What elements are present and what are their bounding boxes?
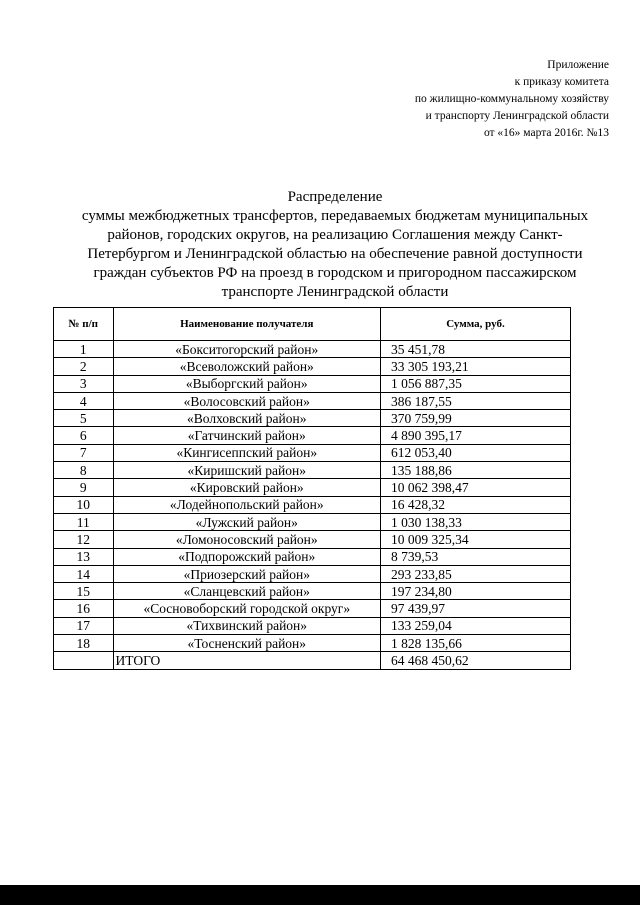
row-number: 16 bbox=[54, 600, 114, 617]
row-number: 17 bbox=[54, 617, 114, 634]
heading-line: Петербургом и Ленинградской областью на обеспечение равной доступности bbox=[87, 246, 583, 262]
transfer-sum: 386 187,55 bbox=[381, 392, 571, 409]
transfer-sum: 135 188,86 bbox=[381, 462, 571, 479]
table-header-row bbox=[54, 308, 571, 341]
recipient-name: «Выборгский район» bbox=[113, 375, 381, 392]
recipient-name: «Волховский район» bbox=[113, 410, 381, 427]
row-number: 2 bbox=[54, 358, 114, 375]
row-number: 11 bbox=[54, 513, 114, 530]
table-row bbox=[54, 444, 571, 461]
recipient-name: «Кингисеппский район» bbox=[113, 444, 381, 461]
row-number: 12 bbox=[54, 531, 114, 548]
row-number: 8 bbox=[54, 462, 114, 479]
appendix-line: по жилищно-коммунальному хозяйству bbox=[414, 93, 609, 105]
document-heading bbox=[70, 188, 600, 302]
row-number: 13 bbox=[54, 548, 114, 565]
heading-line: транспорте Ленинградской области bbox=[221, 284, 449, 300]
table-row bbox=[54, 479, 571, 496]
table-row bbox=[54, 358, 571, 375]
row-number: 14 bbox=[54, 565, 114, 582]
row-number: 3 bbox=[54, 375, 114, 392]
table-row bbox=[54, 600, 571, 617]
heading-line: граждан субъектов РФ на проезд в городском и пригородном пассажирском bbox=[93, 265, 577, 281]
recipient-name: «Сланцевский район» bbox=[113, 583, 381, 600]
row-number: 18 bbox=[54, 635, 114, 652]
table-row bbox=[54, 548, 571, 565]
table-row bbox=[54, 341, 571, 358]
transfer-sum: 16 428,32 bbox=[381, 496, 571, 513]
table-row bbox=[54, 427, 571, 444]
row-number: 10 bbox=[54, 496, 114, 513]
recipient-name: «Лужский район» bbox=[113, 513, 381, 530]
table-row bbox=[54, 375, 571, 392]
row-number: 6 bbox=[54, 427, 114, 444]
recipient-name: «Лодейнопольский район» bbox=[113, 496, 381, 513]
recipient-name: «Кировский район» bbox=[113, 479, 381, 496]
transfer-sum: 33 305 193,21 bbox=[381, 358, 571, 375]
transfer-sum: 8 739,53 bbox=[381, 548, 571, 565]
recipient-name: «Приозерский район» bbox=[113, 565, 381, 582]
row-number: 15 bbox=[54, 583, 114, 600]
recipient-name: «Гатчинский район» bbox=[113, 427, 381, 444]
appendix-line: Приложение bbox=[547, 59, 609, 71]
row-number: 7 bbox=[54, 444, 114, 461]
table-row bbox=[54, 565, 571, 582]
scan-bottom-border bbox=[0, 885, 640, 905]
transfer-sum: 612 053,40 bbox=[381, 444, 571, 461]
row-number: 1 bbox=[54, 341, 114, 358]
total-number-cell bbox=[54, 652, 114, 669]
transfer-sum: 197 234,80 bbox=[381, 583, 571, 600]
table-row bbox=[54, 617, 571, 634]
transfer-sum: 10 009 325,34 bbox=[381, 531, 571, 548]
header-sum: Сумма, руб. bbox=[381, 308, 571, 341]
recipient-name: «Бокситогорский район» bbox=[113, 341, 381, 358]
document-title: Распределение bbox=[287, 189, 383, 205]
recipient-name: «Ломоносовский район» bbox=[113, 531, 381, 548]
appendix-line: к приказу комитета bbox=[514, 76, 609, 88]
table-row bbox=[54, 635, 571, 652]
total-sum: 64 468 450,62 bbox=[381, 652, 571, 669]
table-row bbox=[54, 531, 571, 548]
recipient-name: «Тихвинский район» bbox=[113, 617, 381, 634]
transfer-sum: 35 451,78 bbox=[381, 341, 571, 358]
table-row bbox=[54, 410, 571, 427]
header-recipient: Наименование получателя bbox=[113, 308, 381, 341]
appendix-block bbox=[415, 57, 609, 142]
transfer-sum: 370 759,99 bbox=[381, 410, 571, 427]
row-number: 9 bbox=[54, 479, 114, 496]
transfers-table bbox=[53, 307, 571, 670]
table-row bbox=[54, 462, 571, 479]
heading-line: районов, городских округов, на реализацию Соглашения между Санкт- bbox=[107, 227, 563, 243]
recipient-name: «Волосовский район» bbox=[113, 392, 381, 409]
transfer-sum: 293 233,85 bbox=[381, 565, 571, 582]
recipient-name: «Всеволожский район» bbox=[113, 358, 381, 375]
row-number: 4 bbox=[54, 392, 114, 409]
transfer-sum: 1 056 887,35 bbox=[381, 375, 571, 392]
heading-line: суммы межбюджетных трансфертов, передаваемых бюджетам муниципальных bbox=[81, 208, 589, 224]
transfer-sum: 97 439,97 bbox=[381, 600, 571, 617]
header-number: № п/п bbox=[54, 308, 114, 341]
table-row bbox=[54, 583, 571, 600]
appendix-line: и транспорту Ленинградской области bbox=[425, 110, 609, 122]
table-row bbox=[54, 392, 571, 409]
table-row bbox=[54, 513, 571, 530]
appendix-line: от «16» марта 2016г. №13 bbox=[483, 127, 609, 139]
table-row bbox=[54, 496, 571, 513]
table-body bbox=[54, 341, 571, 670]
row-number: 5 bbox=[54, 410, 114, 427]
transfer-sum: 1 828 135,66 bbox=[381, 635, 571, 652]
recipient-name: «Сосновоборский городской округ» bbox=[113, 600, 381, 617]
recipient-name: «Тосненский район» bbox=[113, 635, 381, 652]
transfer-sum: 4 890 395,17 bbox=[381, 427, 571, 444]
recipient-name: «Подпорожский район» bbox=[113, 548, 381, 565]
transfer-sum: 10 062 398,47 bbox=[381, 479, 571, 496]
transfer-sum: 1 030 138,33 bbox=[381, 513, 571, 530]
transfer-sum: 133 259,04 bbox=[381, 617, 571, 634]
recipient-name: «Киришский район» bbox=[113, 462, 381, 479]
total-label: ИТОГО bbox=[113, 652, 381, 669]
total-row bbox=[54, 652, 571, 669]
